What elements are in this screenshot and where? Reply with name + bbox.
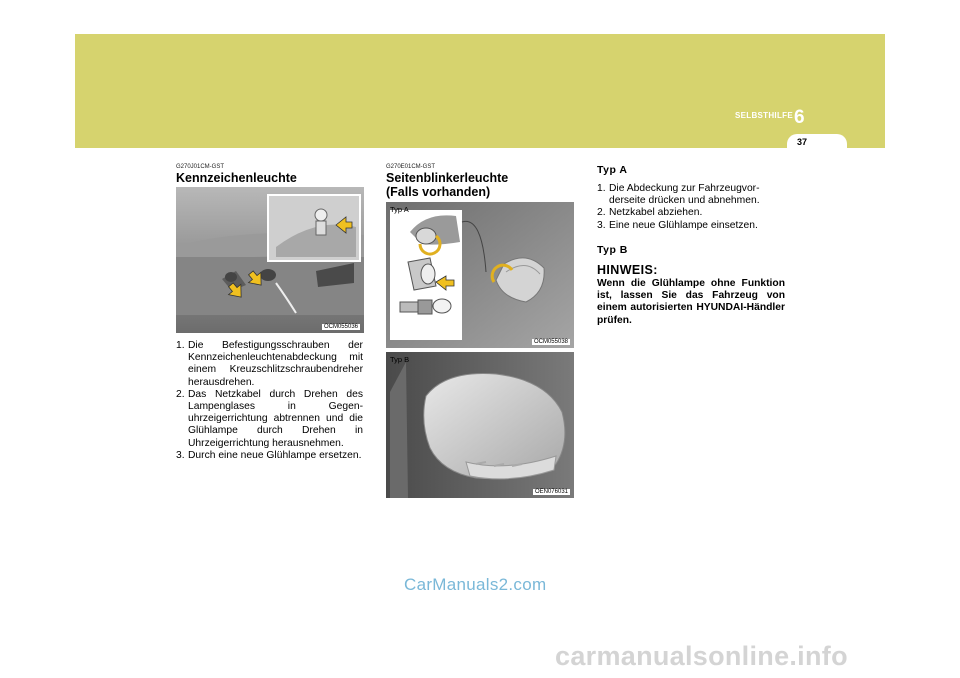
license-lamp-image	[176, 187, 364, 333]
section-code: G270E01CM-GST	[386, 164, 436, 170]
image-code: OEN076031	[534, 489, 568, 495]
page-number: 37	[796, 137, 807, 147]
step-list	[597, 183, 785, 232]
list-item: 2. Das Netzkabel durch Drehen des Lampenglases in Gegen-uhrzeigerrichtung abtrennen und die Glühlampe durch Drehen in Uhrzeigerrichtung herausnehmen.	[176, 388, 363, 449]
image-tag: Typ A	[390, 205, 409, 214]
section-code: G270J01CM-GST	[176, 164, 225, 170]
side-repeater-type-b-image	[386, 352, 574, 498]
header-band	[75, 34, 885, 148]
note-title: HINWEIS:	[597, 263, 658, 277]
note-text: Wenn die Glühlampe ohne Funktion ist, lassen Sie das Fahrzeug von einem autorisierten HYUNDAI-Händler prüfen.	[597, 278, 785, 326]
image-tag: Typ B	[390, 355, 410, 364]
section-label: SELBSTHILFE	[735, 111, 793, 120]
list-item: 3. Durch eine neue Glühlampe ersetzen.	[176, 449, 362, 461]
type-a-title: Typ A	[597, 164, 628, 176]
list-item: 2. Netzkabel abziehen.	[597, 207, 703, 219]
section-heading: Seitenblinkerleuchte (Falls vorhanden)	[386, 171, 509, 199]
side-repeater-type-a-image	[386, 202, 574, 348]
list-item: 1. Die Abdeckung zur Fahrzeugvor-derseite drücken und abnehmen.	[597, 183, 760, 207]
section-heading: Kennzeichenleuchte	[176, 171, 297, 185]
watermark-link[interactable]: CarManuals2.com	[404, 575, 547, 594]
step-list	[176, 340, 363, 462]
image-code: OCM055038	[533, 339, 568, 345]
list-item: 1. Die Befestigungsschrauben der Kennzeichenleuchtenabdeckung mit einem Kreuzschlitzschraubendreher herausdrehen.	[176, 340, 363, 388]
image-code: OCM055036	[323, 324, 358, 330]
list-item: 3. Eine neue Glühlampe einsetzen.	[597, 219, 758, 231]
watermark-text: carmanualsonline.info	[555, 641, 848, 671]
chapter-number: 6	[794, 107, 805, 128]
bulb-icon	[433, 299, 451, 313]
type-b-title: Typ B	[597, 244, 628, 256]
